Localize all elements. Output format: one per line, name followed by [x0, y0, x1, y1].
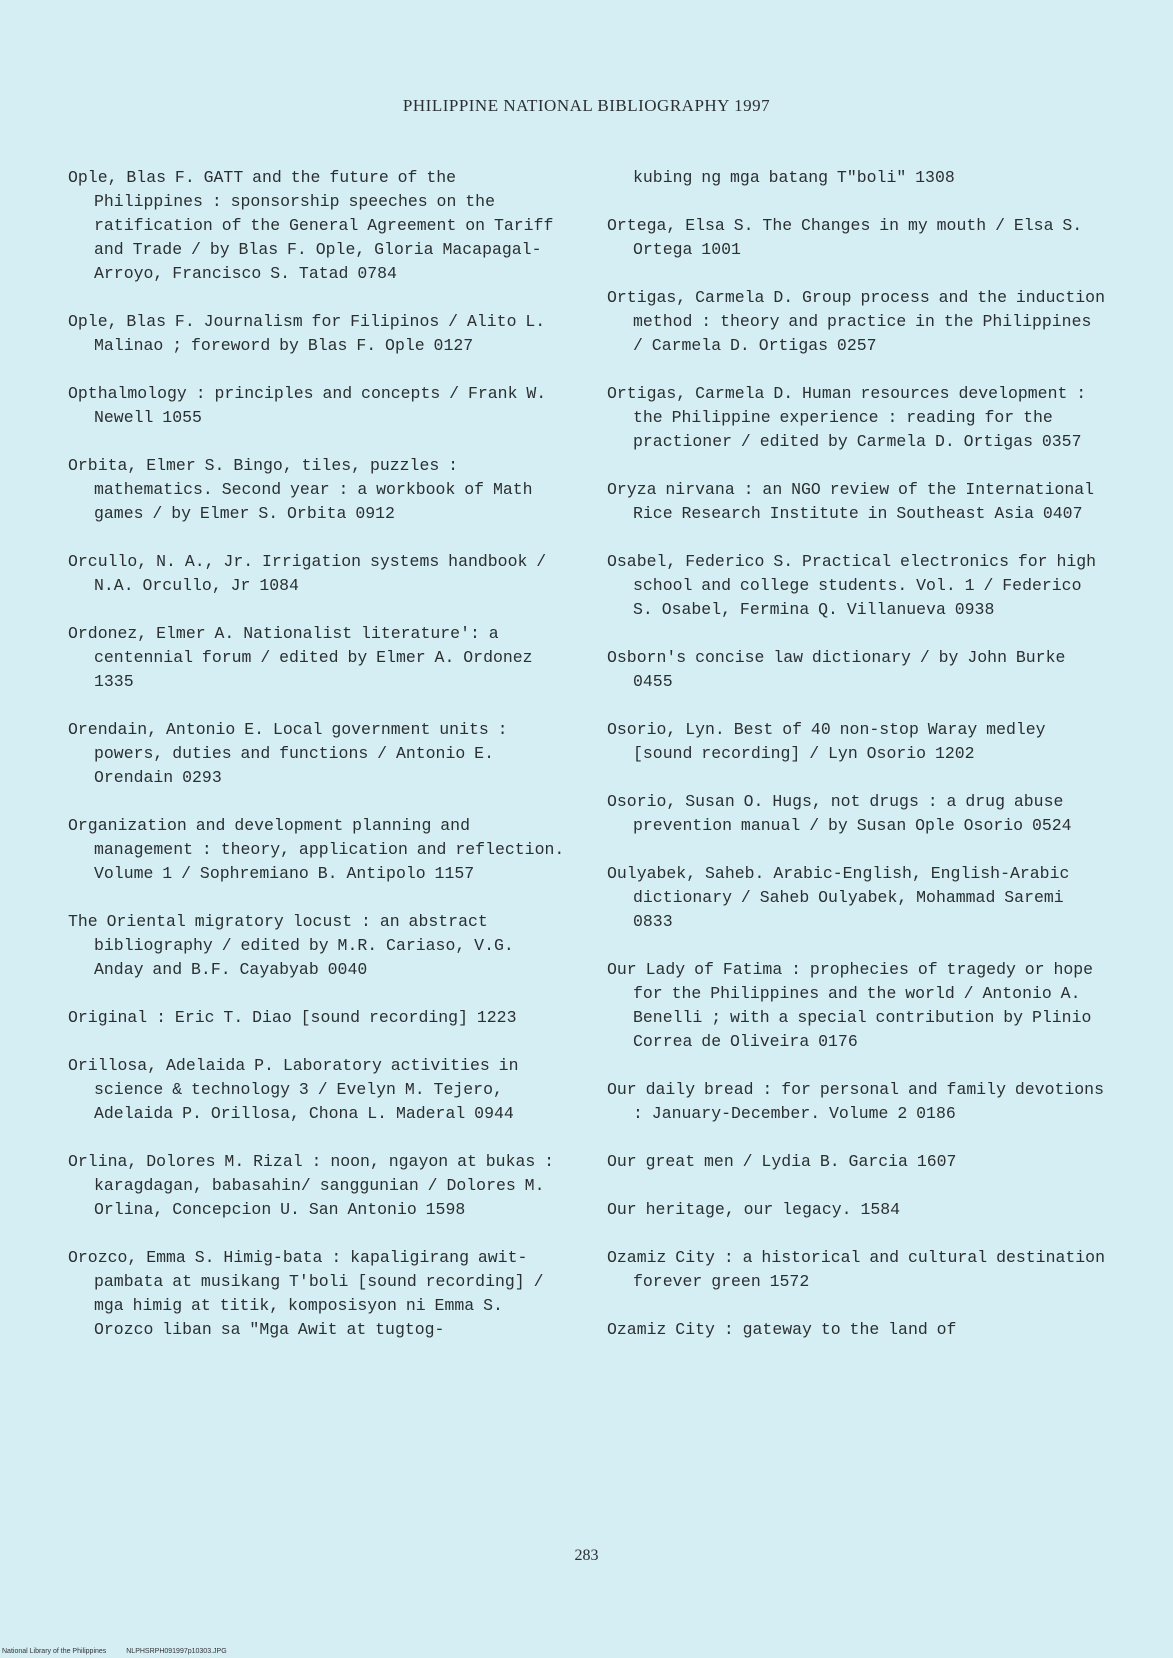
bib-entry: Orcullo, N. A., Jr. Irrigation systems handbook / N.A. Orcullo, Jr 1084	[68, 552, 547, 595]
bib-entry: Ordonez, Elmer A. Nationalist literature': a centennial forum / edited by Elmer A. Ordonez 1335	[68, 624, 533, 691]
bib-entry: Orendain, Antonio E. Local government units : powers, duties and functions / Antonio E. Orendain 0293	[68, 720, 508, 787]
bib-entry: Our great men / Lydia B. Garcia 1607	[607, 1152, 957, 1171]
bib-entry: Our daily bread : for personal and family devotions : January-December. Volume 2 0186	[607, 1080, 1104, 1123]
left-column	[68, 166, 568, 1366]
bib-entry: Opthalmology : principles and concepts / Frank W. Newell 1055	[68, 384, 547, 427]
library-credit: National Library of the Philippines	[2, 1648, 107, 1655]
bib-entry: Original : Eric T. Diao [sound recording] 1223	[68, 1008, 517, 1027]
bib-entry: Orlina, Dolores M. Rizal : noon, ngayon at bukas : karagdagan, babasahin/ sanggunian / Dolores M. Orlina, Concepcion U. San Antonio 1598	[68, 1152, 555, 1219]
bib-entry: Ortega, Elsa S. The Changes in my mouth / Elsa S. Ortega 1001	[607, 216, 1083, 259]
bib-entry: Orbita, Elmer S. Bingo, tiles, puzzles : mathematics. Second year : a workbook of Math games / by Elmer S. Orbita 0912	[68, 456, 533, 523]
scan-filename: NLPHSRPH091997p10303.JPG	[126, 1648, 227, 1655]
bib-entry: Orozco, Emma S. Himig-bata : kapaligirang awit-pambata at musikang T'boli [sound recording] / mga himig at titik, komposisyon ni Emma S. Orozco liban sa "Mga Awit at tugtog-	[68, 1248, 544, 1339]
bib-entry: Osabel, Federico S. Practical electronics for high school and college students. Vol. 1 / Federico S. Osabel, Fermina Q. Villanueva 0938	[607, 552, 1097, 619]
bib-entry-continued: kubing ng mga batang T"boli" 1308	[633, 168, 955, 187]
bib-entry: Our heritage, our legacy. 1584	[607, 1200, 901, 1219]
bib-entry: Organization and development planning and management : theory, application and reflection. Volume 1 / Sophremiano B. Antipolo 1157	[68, 816, 565, 883]
bib-entry: Ortigas, Carmela D. Human resources development : the Philippine experience : reading for the practioner / edited by Carmela D. Ortigas 0357	[607, 384, 1087, 451]
bib-entry: Ozamiz City : a historical and cultural destination forever green 1572	[607, 1248, 1105, 1291]
bib-entry: Ople, Blas F. Journalism for Filipinos / Alito L. Malinao ; foreword by Blas F. Ople 0127	[68, 312, 546, 355]
bib-entry: Ortigas, Carmela D. Group process and the induction method : theory and practice in the Philippines / Carmela D. Ortigas 0257	[607, 288, 1105, 355]
bib-entry: Osorio, Susan O. Hugs, not drugs : a drug abuse prevention manual / by Susan Ople Osorio 0524	[607, 792, 1072, 835]
bib-entry: Ople, Blas F. GATT and the future of the Philippines : sponsorship speeches on the ratification of the General Agreement on Tariff and Trade / by Blas F. Ople, Gloria Macapagal-Arroyo, Francisco S. Tatad 0784	[68, 168, 554, 283]
bib-entry: Osorio, Lyn. Best of 40 non-stop Waray medley [sound recording] / Lyn Osorio 1202	[607, 720, 1046, 763]
bib-entry: Oryza nirvana : an NGO review of the International Rice Research Institute in Southeast Asia 0407	[607, 480, 1095, 523]
page-title: PHILIPPINE NATIONAL BIBLIOGRAPHY 1997	[402, 96, 771, 115]
scan-footer	[2, 1648, 245, 1655]
bib-entry: The Oriental migratory locust : an abstract bibliography / edited by M.R. Cariaso, V.G. Anday and B.F. Cayabyab 0040	[68, 912, 514, 979]
bib-entry: Oulyabek, Saheb. Arabic-English, English-Arabic dictionary / Saheb Oulyabek, Mohammad Saremi 0833	[607, 864, 1070, 931]
bib-entry: Ozamiz City : gateway to the land of	[607, 1320, 957, 1339]
page-number: 283	[574, 1547, 599, 1564]
bib-entry: Orillosa, Adelaida P. Laboratory activities in science & technology 3 / Evelyn M. Tejero, Adelaida P. Orillosa, Chona L. Maderal 0944	[68, 1056, 519, 1123]
bib-entry: Osborn's concise law dictionary / by John Burke 0455	[607, 648, 1066, 691]
bib-entry: Our Lady of Fatima : prophecies of tragedy or hope for the Philippines and the world / Antonio A. Benelli ; with a special contribution by Plinio Correa de Oliveira 0176	[607, 960, 1094, 1051]
right-column	[607, 166, 1107, 1366]
